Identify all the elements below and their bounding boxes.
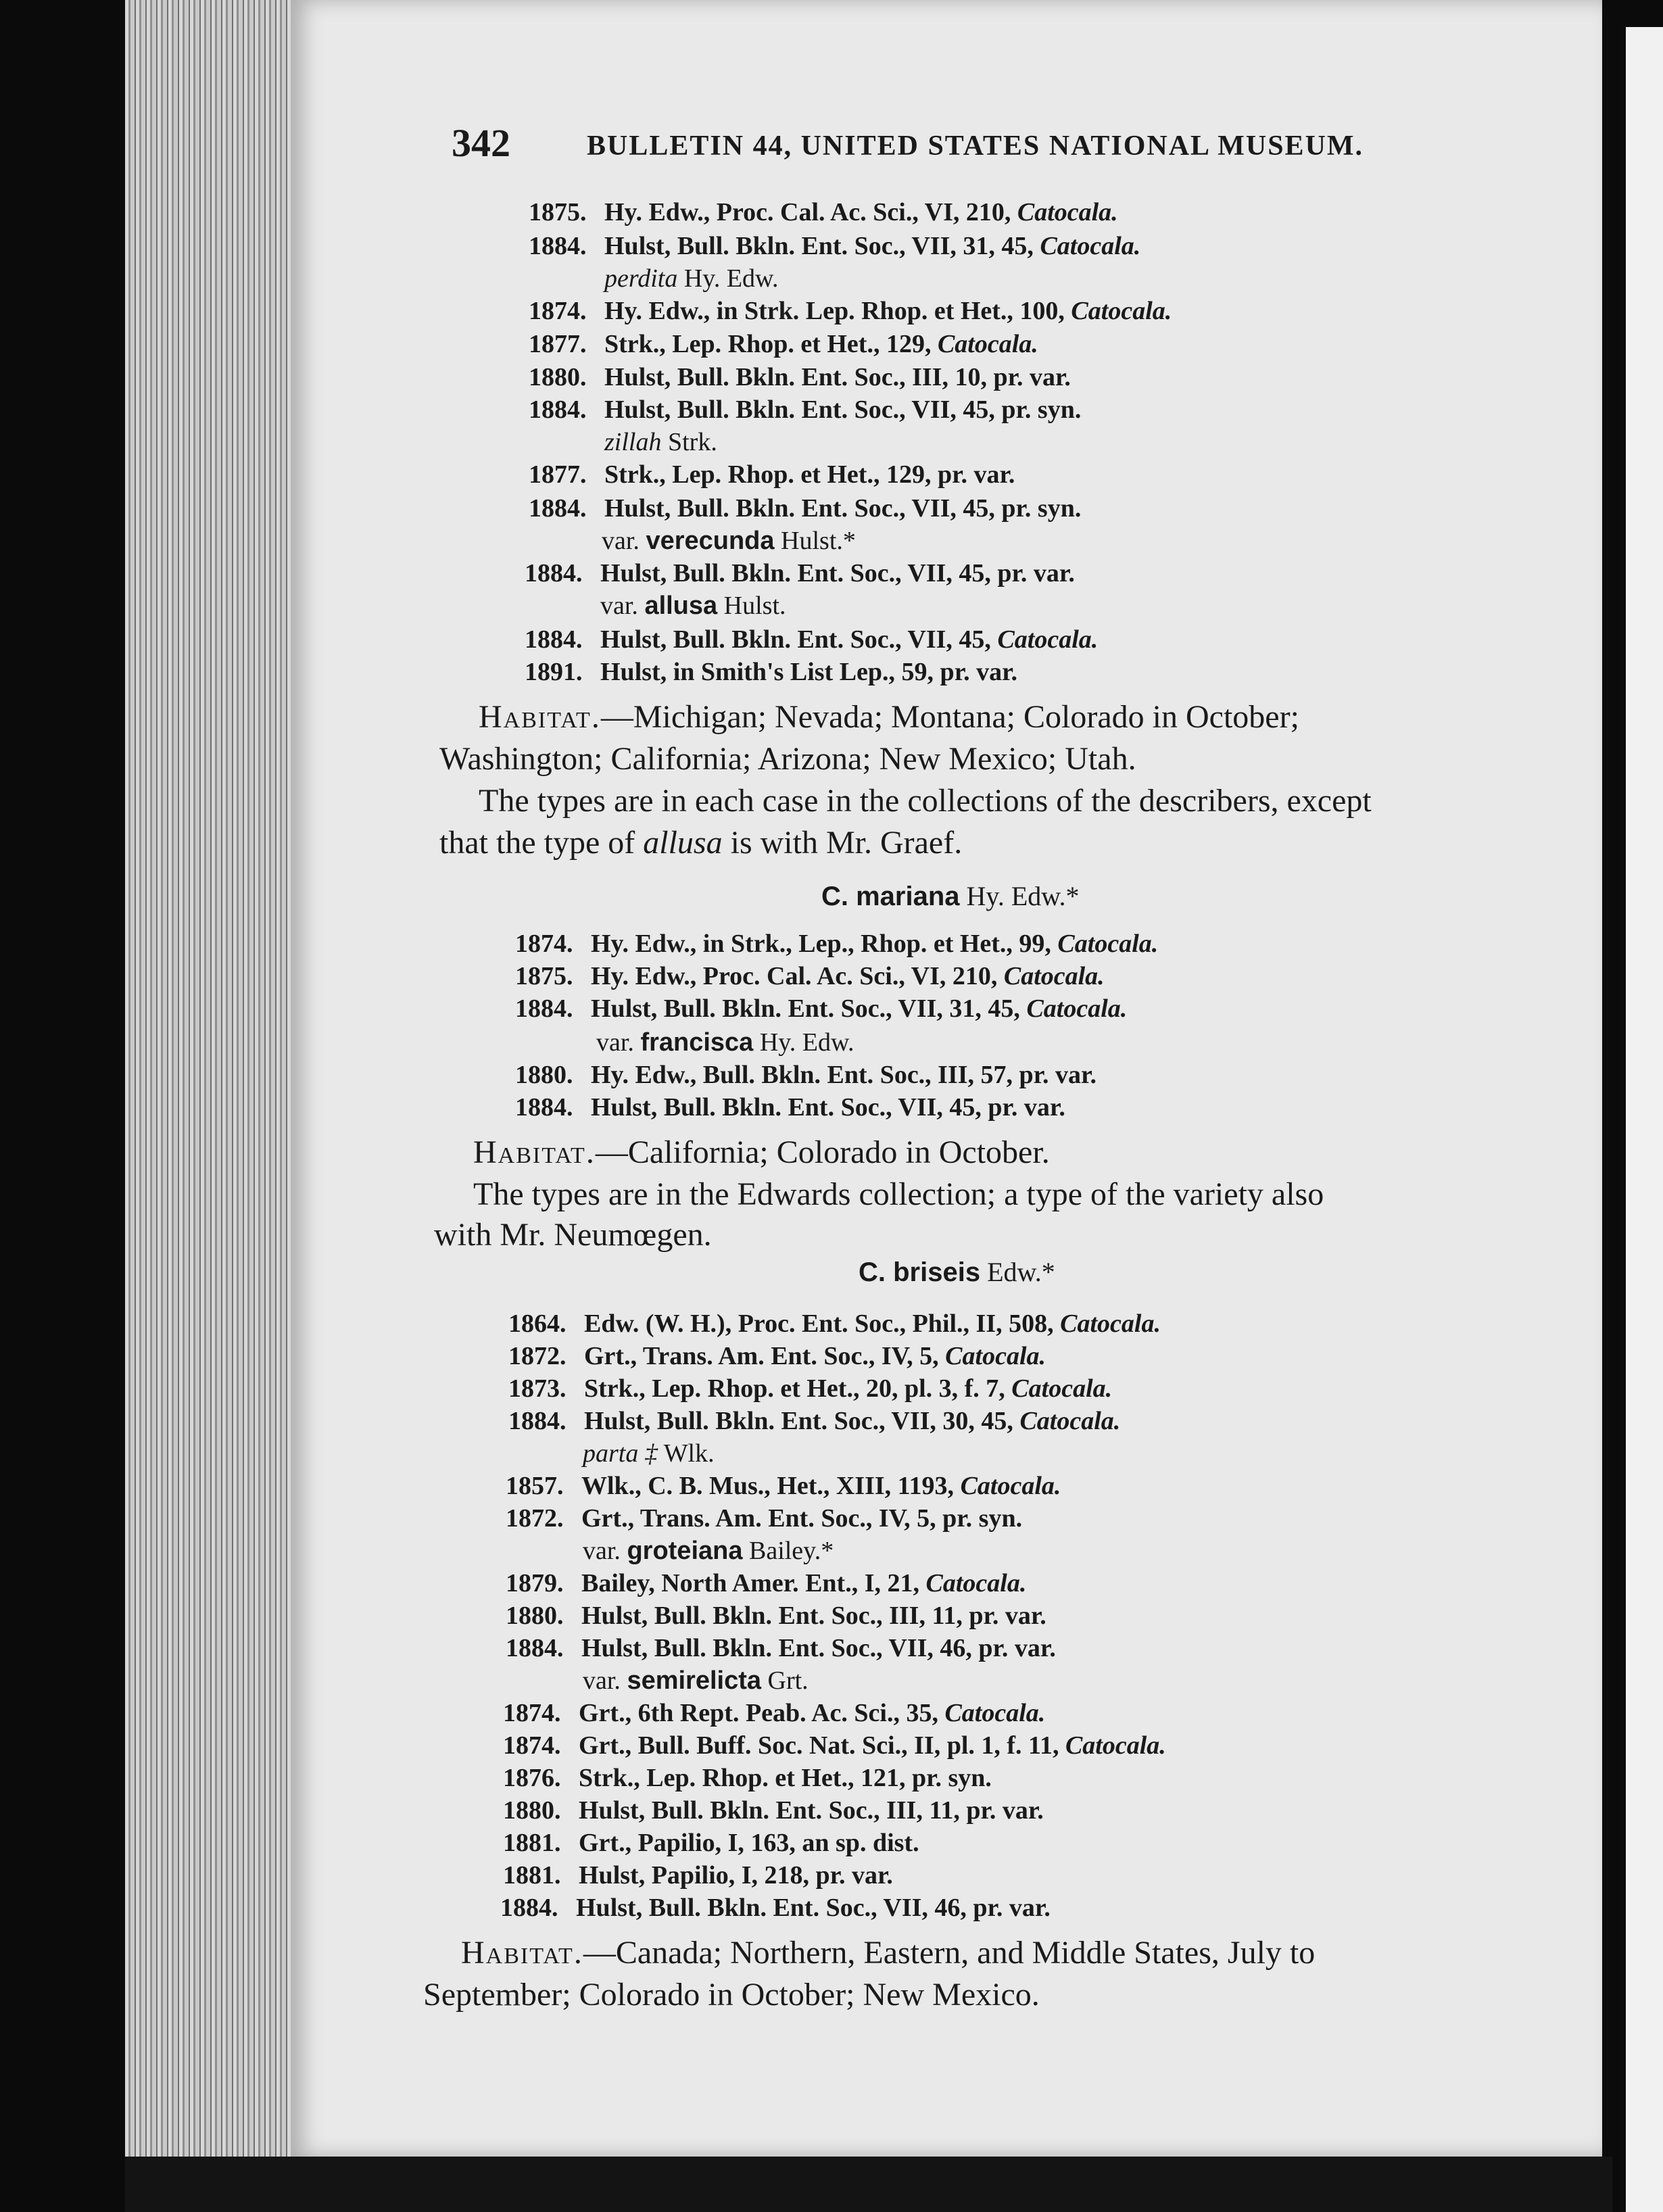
- types-paragraph: with Mr. Neumœgen.: [434, 1217, 712, 1253]
- citation-line: 1872. Grt., Trans. Am. Ent. Soc., IV, 5, Catocala.: [508, 1342, 1046, 1370]
- facing-page-edge: [1626, 27, 1663, 2212]
- types-paragraph: The types are in the Edwards collection; a type of the variety also: [473, 1176, 1324, 1212]
- citation-line: 1884. Hulst, Bull. Bkln. Ent. Soc., VII, 45, pr. syn.: [529, 395, 1082, 424]
- citation-line: 1884. Hulst, Bull. Bkln. Ent. Soc., VII, 45, Catocala.: [525, 625, 1099, 654]
- habitat-paragraph: Washington; California; Arizona; New Mexico; Utah.: [439, 741, 1136, 777]
- variety-line: var. groteiana Bailey.*: [583, 1537, 834, 1565]
- variety-line: var. verecunda Hulst.*: [602, 527, 856, 555]
- citation-line: 1881. Hulst, Papilio, I, 218, pr. var.: [503, 1861, 893, 1890]
- citation-line: 1884. Hulst, Bull. Bkln. Ent. Soc., VII, 46, pr. var.: [506, 1634, 1056, 1662]
- citation-line: 1880. Hulst, Bull. Bkln. Ent. Soc., III, 11, pr. var.: [506, 1602, 1046, 1630]
- citation-line: 1874. Hy. Edw., in Strk. Lep. Rhop. et Het., 100, Catocala.: [529, 297, 1172, 325]
- synonym-line: parta ‡ Wlk.: [583, 1439, 715, 1468]
- citation-line: 1879. Bailey, North Amer. Ent., I, 21, Catocala.: [506, 1569, 1027, 1597]
- citation-line: 1880. Hulst, Bull. Bkln. Ent. Soc., III, 10, pr. var.: [529, 363, 1071, 391]
- citation-line: 1881. Grt., Papilio, I, 163, an sp. dist.: [503, 1829, 919, 1857]
- citation-line: 1884. Hulst, Bull. Bkln. Ent. Soc., VII, 45, pr. syn.: [529, 494, 1082, 523]
- citation-line: 1873. Strk., Lep. Rhop. et Het., 20, pl. 3, f. 7, Catocala.: [508, 1374, 1113, 1403]
- citation-line: 1884. Hulst, Bull. Bkln. Ent. Soc., VII, 46, pr. var.: [500, 1894, 1051, 1922]
- citation-line: 1864. Edw. (W. H.), Proc. Ent. Soc., Phil., II, 508, Catocala.: [508, 1309, 1161, 1338]
- citation-line: 1884. Hulst, Bull. Bkln. Ent. Soc., VII, 30, 45, Catocala.: [508, 1407, 1121, 1435]
- synonym-line: zillah Strk.: [604, 428, 717, 456]
- species-heading: C. mariana Hy. Edw.*: [821, 881, 1080, 911]
- citation-line: 1880. Hy. Edw., Bull. Bkln. Ent. Soc., III, 57, pr. var.: [515, 1061, 1096, 1089]
- citation-line: 1884. Hulst, Bull. Bkln. Ent. Soc., VII, 45, pr. var.: [515, 1093, 1065, 1122]
- variety-line: var. semirelicta Grt.: [583, 1666, 809, 1695]
- citation-line: 1874. Hy. Edw., in Strk., Lep., Rhop. et Het., 99, Catocala.: [515, 930, 1159, 958]
- citation-line: 1884. Hulst, Bull. Bkln. Ent. Soc., VII, 31, 45, Catocala.: [515, 994, 1128, 1023]
- citation-line: 1875. Hy. Edw., Proc. Cal. Ac. Sci., VI, 210, Catocala.: [515, 962, 1105, 990]
- habitat-paragraph: Habitat.—Michigan; Nevada; Montana; Colorado in October;: [479, 699, 1299, 735]
- citation-line: 1877. Strk., Lep. Rhop. et Het., 129, Catocala.: [529, 330, 1038, 358]
- citation-line: 1884. Hulst, Bull. Bkln. Ent. Soc., VII, 45, pr. var.: [525, 559, 1075, 587]
- variety-line: var. francisca Hy. Edw.: [596, 1028, 854, 1057]
- page-number: 342: [452, 121, 510, 165]
- citation-line: 1876. Strk., Lep. Rhop. et Het., 121, pr. syn.: [503, 1764, 992, 1792]
- species-heading: C. briseis Edw.*: [859, 1257, 1055, 1287]
- habitat-paragraph: September; Colorado in October; New Mexico.: [423, 1977, 1040, 2013]
- habitat-paragraph: Habitat.—Canada; Northern, Eastern, and Middle States, July to: [461, 1935, 1316, 1971]
- citation-line: 1884. Hulst, Bull. Bkln. Ent. Soc., VII, 31, 45, Catocala.: [529, 232, 1141, 260]
- variety-line: var. allusa Hulst.: [600, 592, 786, 620]
- citation-line: 1875. Hy. Edw., Proc. Cal. Ac. Sci., VI, 210, Catocala.: [529, 198, 1118, 226]
- page-header: [452, 120, 1398, 174]
- citation-line: 1857. Wlk., C. B. Mus., Het., XIII, 1193, Catocala.: [506, 1472, 1061, 1500]
- synonym-line: perdita Hy. Edw.: [604, 264, 779, 293]
- citation-line: 1891. Hulst, in Smith's List Lep., 59, pr. var.: [525, 658, 1017, 686]
- citation-line: 1880. Hulst, Bull. Bkln. Ent. Soc., III, 11, pr. var.: [503, 1796, 1044, 1825]
- citation-line: 1874. Grt., Bull. Buff. Soc. Nat. Sci., II, pl. 1, f. 11, Catocala.: [503, 1731, 1166, 1760]
- citation-line: 1872. Grt., Trans. Am. Ent. Soc., IV, 5, pr. syn.: [506, 1504, 1023, 1533]
- types-paragraph: The types are in each case in the collections of the describers, except: [479, 783, 1372, 819]
- types-paragraph: that the type of allusa is with Mr. Graef.: [439, 825, 963, 861]
- running-head: BULLETIN 44, UNITED STATES NATIONAL MUSEUM.: [587, 130, 1364, 162]
- citation-line: 1877. Strk., Lep. Rhop. et Het., 129, pr. var.: [529, 460, 1015, 489]
- book-binding: [125, 0, 291, 2212]
- page-shadow: [125, 2157, 1612, 2212]
- citation-line: 1874. Grt., 6th Rept. Peab. Ac. Sci., 35, Catocala.: [503, 1699, 1046, 1727]
- habitat-paragraph: Habitat.—California; Colorado in October.: [473, 1134, 1050, 1170]
